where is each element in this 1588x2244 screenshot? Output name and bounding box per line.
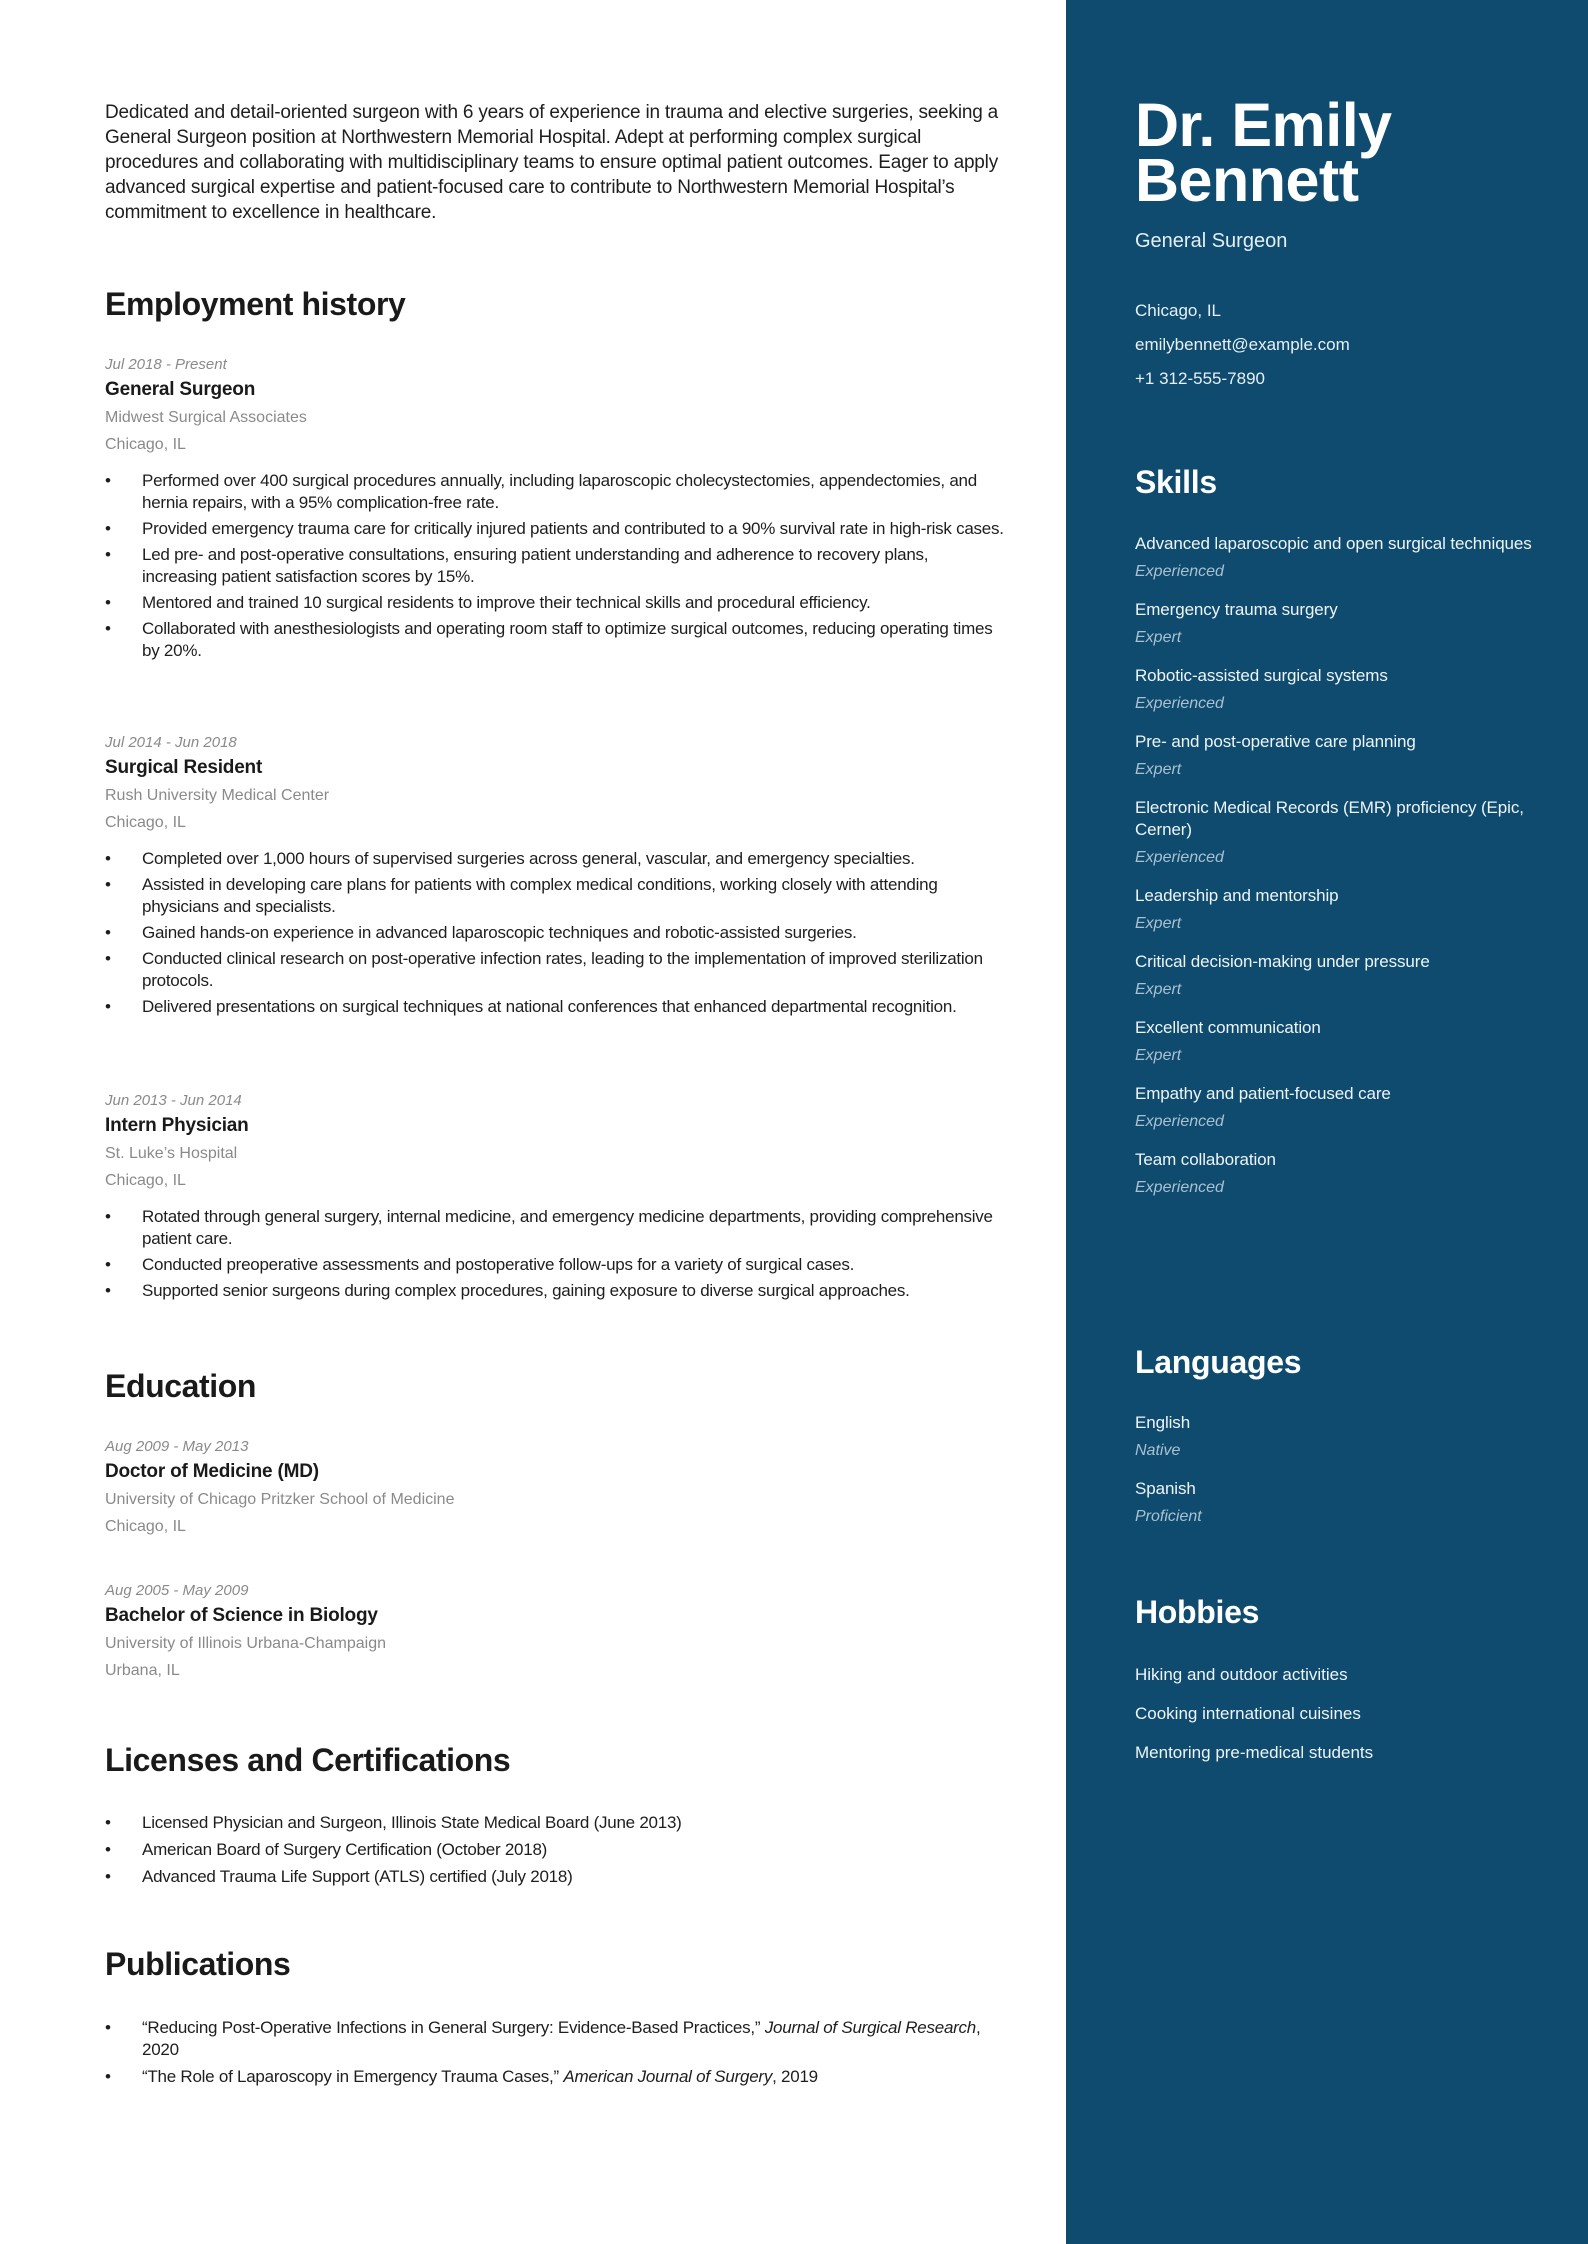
job-organization: St. Luke’s Hospital (105, 1145, 238, 1162)
bullet-item: • Collaborated with anesthesiologists and operating room staff to optimize surgical outcomes, reducing operating times by 20%. (105, 619, 993, 660)
publication-journal: Journal of Surgical Research (764, 2018, 977, 2037)
education-degree: Bachelor of Science in Biology (105, 1605, 378, 1626)
job-organization: Midwest Surgical Associates (105, 409, 307, 426)
job-location: Chicago, IL (105, 1172, 186, 1189)
bullet-icon: • (105, 2067, 111, 2086)
license-item: • Licensed Physician and Surgeon, Illinois State Medical Board (June 2013) (105, 1813, 682, 1832)
bullet-icon: • (105, 1281, 111, 1300)
education-school: University of Illinois Urbana-Champaign (105, 1635, 387, 1652)
skill-level: Experienced (1135, 1113, 1224, 1130)
licenses-heading: Licenses and Certifications (105, 1742, 511, 1778)
skill-level: Experienced (1135, 695, 1224, 712)
skill-level: Experienced (1135, 563, 1224, 580)
candidate-name: Dr. Emily Bennett (1135, 91, 1392, 214)
education-dates: Aug 2005 - May 2009 (105, 1582, 249, 1599)
skill-level: Expert (1135, 1047, 1182, 1064)
license-item: • Advanced Trauma Life Support (ATLS) certified (July 2018) (105, 1867, 573, 1886)
bullet-icon: • (105, 545, 111, 564)
skill-level: Expert (1135, 915, 1182, 932)
language-level: Native (1135, 1442, 1181, 1459)
bullet-item: • Mentored and trained 10 surgical residents to improve their technical skills and procedural efficiency. (105, 593, 871, 612)
bullet-item: • Rotated through general surgery, internal medicine, and emergency medicine departments, providing comprehensive patient care. (105, 1207, 993, 1248)
skill-level: Expert (1135, 629, 1182, 646)
skill-item: Emergency trauma surgery Expert (1135, 599, 1535, 649)
publication-year: , 2019 (772, 2067, 818, 2086)
bullet-item: • Supported senior surgeons during complex procedures, gaining exposure to diverse surgical approaches. (105, 1281, 910, 1300)
publication-item (105, 2066, 1005, 2088)
bullet-item: • Led pre- and post-operative consultations, ensuring patient understanding and adherence to recovery plans, increasing patient satisfaction scores by 15%. (105, 545, 929, 586)
bullet-icon: • (105, 875, 111, 894)
bullet-icon: • (105, 949, 111, 968)
skill-level: Expert (1135, 981, 1182, 998)
skill-item: Empathy and patient-focused care Experienced (1135, 1083, 1535, 1133)
bullet-icon: • (105, 593, 111, 612)
contact-location: Chicago, IL (1135, 301, 1221, 320)
bullet-icon: • (105, 1207, 111, 1226)
education-entry (105, 1436, 1005, 1540)
job-role: Surgical Resident (105, 757, 263, 778)
bullet-item: • Provided emergency trauma care for critically injured patients and contributed to a 90% survival rate in high-risk cases. (105, 519, 1004, 538)
publication-journal: American Journal of Surgery (563, 2067, 773, 2086)
education-dates: Aug 2009 - May 2013 (105, 1438, 249, 1455)
bullet-icon: • (105, 471, 111, 490)
job-title: General Surgeon (1135, 230, 1288, 252)
job-entry (105, 732, 1005, 1022)
bullet-item: • Gained hands-on experience in advanced laparoscopic techniques and robotic-assisted surgeries. (105, 923, 857, 942)
bullet-item: • Assisted in developing care plans for patients with complex medical conditions, working closely with attending physicians and specialists. (105, 875, 938, 916)
bullet-icon: • (105, 1255, 111, 1274)
hobbies-list (1135, 1664, 1535, 1781)
languages-heading: Languages (1135, 1344, 1302, 1380)
bullet-icon: • (105, 2018, 111, 2037)
profile-summary: Dedicated and detail-oriented surgeon with 6 years of experience in trauma and elective surgeries, seeking a General Surgeon position at Northwestern Memorial Hospital. Adept at performing complex surgical procedures and collaborating with multidisciplinary teams to ensure optimal patient outcomes. Eager to apply advanced surgical expertise and patient-focused care to contribute to Northwestern Memorial Hospital’s commitment to excellence in healthcare. (105, 102, 999, 223)
skill-item: Team collaboration Experienced (1135, 1149, 1535, 1199)
bullet-icon: • (105, 1867, 111, 1886)
contact-phone[interactable]: +1 312-555-7890 (1135, 369, 1265, 388)
job-location: Chicago, IL (105, 814, 186, 831)
sidebar (1066, 0, 1588, 2244)
publication-year: , 2020 (142, 2018, 981, 2059)
employment-heading: Employment history (105, 286, 406, 322)
education-location: Urbana, IL (105, 1662, 180, 1679)
language-item: English Native (1135, 1412, 1535, 1462)
skill-level: Experienced (1135, 849, 1224, 866)
bullet-icon: • (105, 1840, 111, 1859)
skill-item: Robotic-assisted surgical systems Experienced (1135, 665, 1535, 715)
skills-list (1135, 533, 1535, 1215)
bullet-item: • Completed over 1,000 hours of supervised surgeries across general, vascular, and emergency specialties. (105, 849, 915, 868)
publication-item (105, 2017, 1005, 2061)
job-dates: Jun 2013 - Jun 2014 (105, 1092, 242, 1109)
job-bullets (105, 848, 1005, 1018)
bullet-icon: • (105, 849, 111, 868)
job-bullets (105, 470, 1005, 662)
language-item: Spanish Proficient (1135, 1478, 1535, 1528)
education-heading: Education (105, 1368, 257, 1404)
skill-item: Critical decision-making under pressure Expert (1135, 951, 1535, 1001)
languages-list (1135, 1412, 1535, 1544)
education-school: University of Chicago Pritzker School of Medicine (105, 1491, 455, 1508)
bullet-icon: • (105, 1813, 111, 1832)
bullet-icon: • (105, 619, 111, 638)
bullet-item: • Conducted clinical research on post-operative infection rates, leading to the implementation of improved sterilization protocols. (105, 949, 983, 990)
publications-heading: Publications (105, 1946, 291, 1982)
skill-item: Excellent communication Expert (1135, 1017, 1535, 1067)
job-entry (105, 1090, 1005, 1306)
publication-title: “Reducing Post-Operative Infections in General Surgery: Evidence-Based Practices,” (142, 2018, 761, 2037)
publication-title: “The Role of Laparoscopy in Emergency Trauma Cases,” (142, 2067, 559, 2086)
skill-level: Expert (1135, 761, 1182, 778)
hobby-item: Hiking and outdoor activities (1135, 1665, 1348, 1684)
publications-list (105, 2017, 1005, 2093)
bullet-icon: • (105, 923, 111, 942)
education-entry (105, 1580, 1005, 1684)
job-organization: Rush University Medical Center (105, 787, 330, 804)
education-degree: Doctor of Medicine (MD) (105, 1461, 319, 1482)
skills-heading: Skills (1135, 464, 1217, 500)
job-dates: Jul 2014 - Jun 2018 (105, 734, 237, 751)
skill-item: Advanced laparoscopic and open surgical techniques Experienced (1135, 533, 1535, 583)
education-location: Chicago, IL (105, 1518, 186, 1535)
hobby-item: Cooking international cuisines (1135, 1704, 1361, 1723)
bullet-item: • Performed over 400 surgical procedures annually, including laparoscopic cholecystectomies, appendectomies, and hernia repairs, with a 95% complication-free rate. (105, 471, 977, 512)
bullet-icon: • (105, 997, 111, 1016)
bullet-icon: • (105, 519, 111, 538)
contact-info (1135, 298, 1350, 400)
license-item: • American Board of Surgery Certification (October 2018) (105, 1840, 548, 1859)
bullet-item: • Delivered presentations on surgical techniques at national conferences that enhanced departmental recognition. (105, 997, 957, 1016)
hobbies-heading: Hobbies (1135, 1594, 1260, 1630)
skill-item: Electronic Medical Records (EMR) proficiency (Epic, Cerner) Experienced (1135, 797, 1535, 869)
contact-email[interactable]: emilybennett@example.com (1135, 335, 1350, 354)
job-dates: Jul 2018 - Present (105, 356, 227, 373)
hobby-item: Mentoring pre-medical students (1135, 1743, 1374, 1762)
job-entry (105, 354, 1005, 666)
job-location: Chicago, IL (105, 436, 186, 453)
job-bullets (105, 1206, 1005, 1302)
job-role: General Surgeon (105, 379, 256, 400)
skill-level: Experienced (1135, 1179, 1224, 1196)
skill-item: Leadership and mentorship Expert (1135, 885, 1535, 935)
skill-item: Pre- and post-operative care planning Expert (1135, 731, 1535, 781)
licenses-list (105, 1812, 1005, 1893)
language-level: Proficient (1135, 1508, 1202, 1525)
bullet-item: • Conducted preoperative assessments and postoperative follow-ups for a variety of surgical cases. (105, 1255, 855, 1274)
job-role: Intern Physician (105, 1115, 249, 1136)
